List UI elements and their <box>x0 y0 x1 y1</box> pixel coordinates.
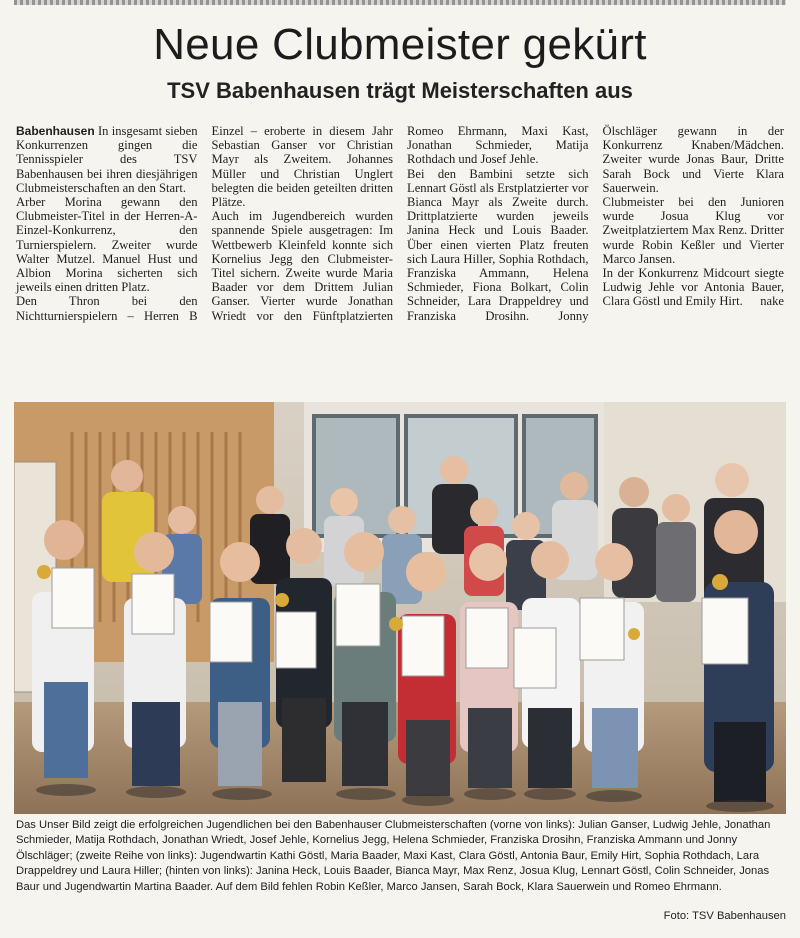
article-body <box>16 124 784 376</box>
photo-caption: Das Unser Bild zeigt die erfolgreichen Jugendlichen bei den Babenhauser Clubmeisterschaften (vorne von links): Julian Ganser, Ludwig Jehle, Jonathan Schmieder, Matija Rothdach, Jonathan Wriedt, Josef Jehle, Kornelius Jegg, Helena Schmieder, Franziska Drosihn, Franziska Ammann und Jonny Ölschläger; (zweite Reihe von links): Jugendwartin Kathi Göstl, Maria Baader, Maxi Kast, Clara Göstl, Antonia Baur, Emily Hirt, Sophia Rothdach, Lara Drappeldrey und Laura Hiller; (hinten von links): Janina Heck, Louis Baader, Bianca Mayr, Max Renz, Josua Klug, Lennart Göstl, Colin Schneider, Jonas Baur und Jugendwartin Martina Baader. Auf dem Bild fehlen Robin Keßler, Marco Jansen, Sarah Bock, Klara Sauerwein und Romeo Ehrmann. <box>16 819 771 893</box>
photo-credit: Foto: TSV Babenhausen <box>663 910 786 922</box>
article-paragraph: Clubmeister bei den Junioren wurde Josua Klug vor Zweitplatziertem Max Renz. Dritter wurde Robin Keßler und Vierter Marco Jansen. <box>602 195 784 266</box>
article-paragraph: Den Thron bei den Nichtturnierspielern – Herren B Einzel – eroberte in diesem Jahr Sebastian Ganser vor Christian Mayr als Zweitem. Johannes Müller und Christian Unglert belegten die beiden geteilten dritten Plätze. <box>16 124 393 323</box>
headline: Neue Clubmeister gekürt <box>153 20 647 69</box>
dateline: Babenhausen <box>16 124 95 138</box>
author-signature: nake <box>760 294 784 309</box>
top-border <box>14 0 786 5</box>
article-paragraph: Babenhausen In insgesamt sieben Konkurrenzen gingen die Tennisspieler des TSV Babenhausen bei ihren diesjährigen Clubmeisterschaften an den Start. <box>16 124 198 195</box>
subheadline: TSV Babenhausen trägt Meisterschaften aus <box>167 78 633 103</box>
group-photo <box>14 402 786 814</box>
article-paragraph: Bei den Bambini setzte sich Lennart Göstl als Erstplatzierter vor Bianca Mayr als Zweite durch. Drittplatzierte wurden jeweils Janina Heck und Louis Baader. Über einen vierten Platz freuten sich Laura Hiller, Sophia Rothdach, Franziska Ammann, Helena Schmieder, Fiona Bolkart, Colin Schneider, Lara Drappeldrey und Franziska Drosihn. Jonny Ölschläger gewann in der Konkurrenz Knaben/Mädchen. Zweiter wurde Jonas Baur, Dritte Sarah Bock und Vierte Klara Sauerwein. <box>407 124 784 323</box>
article-paragraph: Auch im Jugendbereich wurden spannende Spiele ausgetragen: Im Wettbewerb Kleinfeld konnte sich Kornelius Jegg den Clubmeister-Titel sichern. Zweite wurde Maria Baader vor dem Drittem Julian Ganser. Vierter wurde Jonathan Wriedt vor den Fünftplatzierten Romeo Ehrmann, Maxi Kast, Jonathan Schmieder, Matija Rothdach und Josef Jehle. <box>211 124 589 323</box>
article-paragraph: In der Konkurrenz Midcourt siegte Ludwig Jehle vor Antonia Bauer, Clara Göstl und Emily Hirt. nake <box>602 266 784 309</box>
article-paragraph: Arber Morina gewann den Clubmeister-Titel in der Herren-A-Einzel-Konkurrenz, den Turnierspielern. Zweiter wurde Walter Mutzel. Manuel Hust und Albion Morina sicherten sich jeweils einen dritten Platz. <box>16 195 198 295</box>
